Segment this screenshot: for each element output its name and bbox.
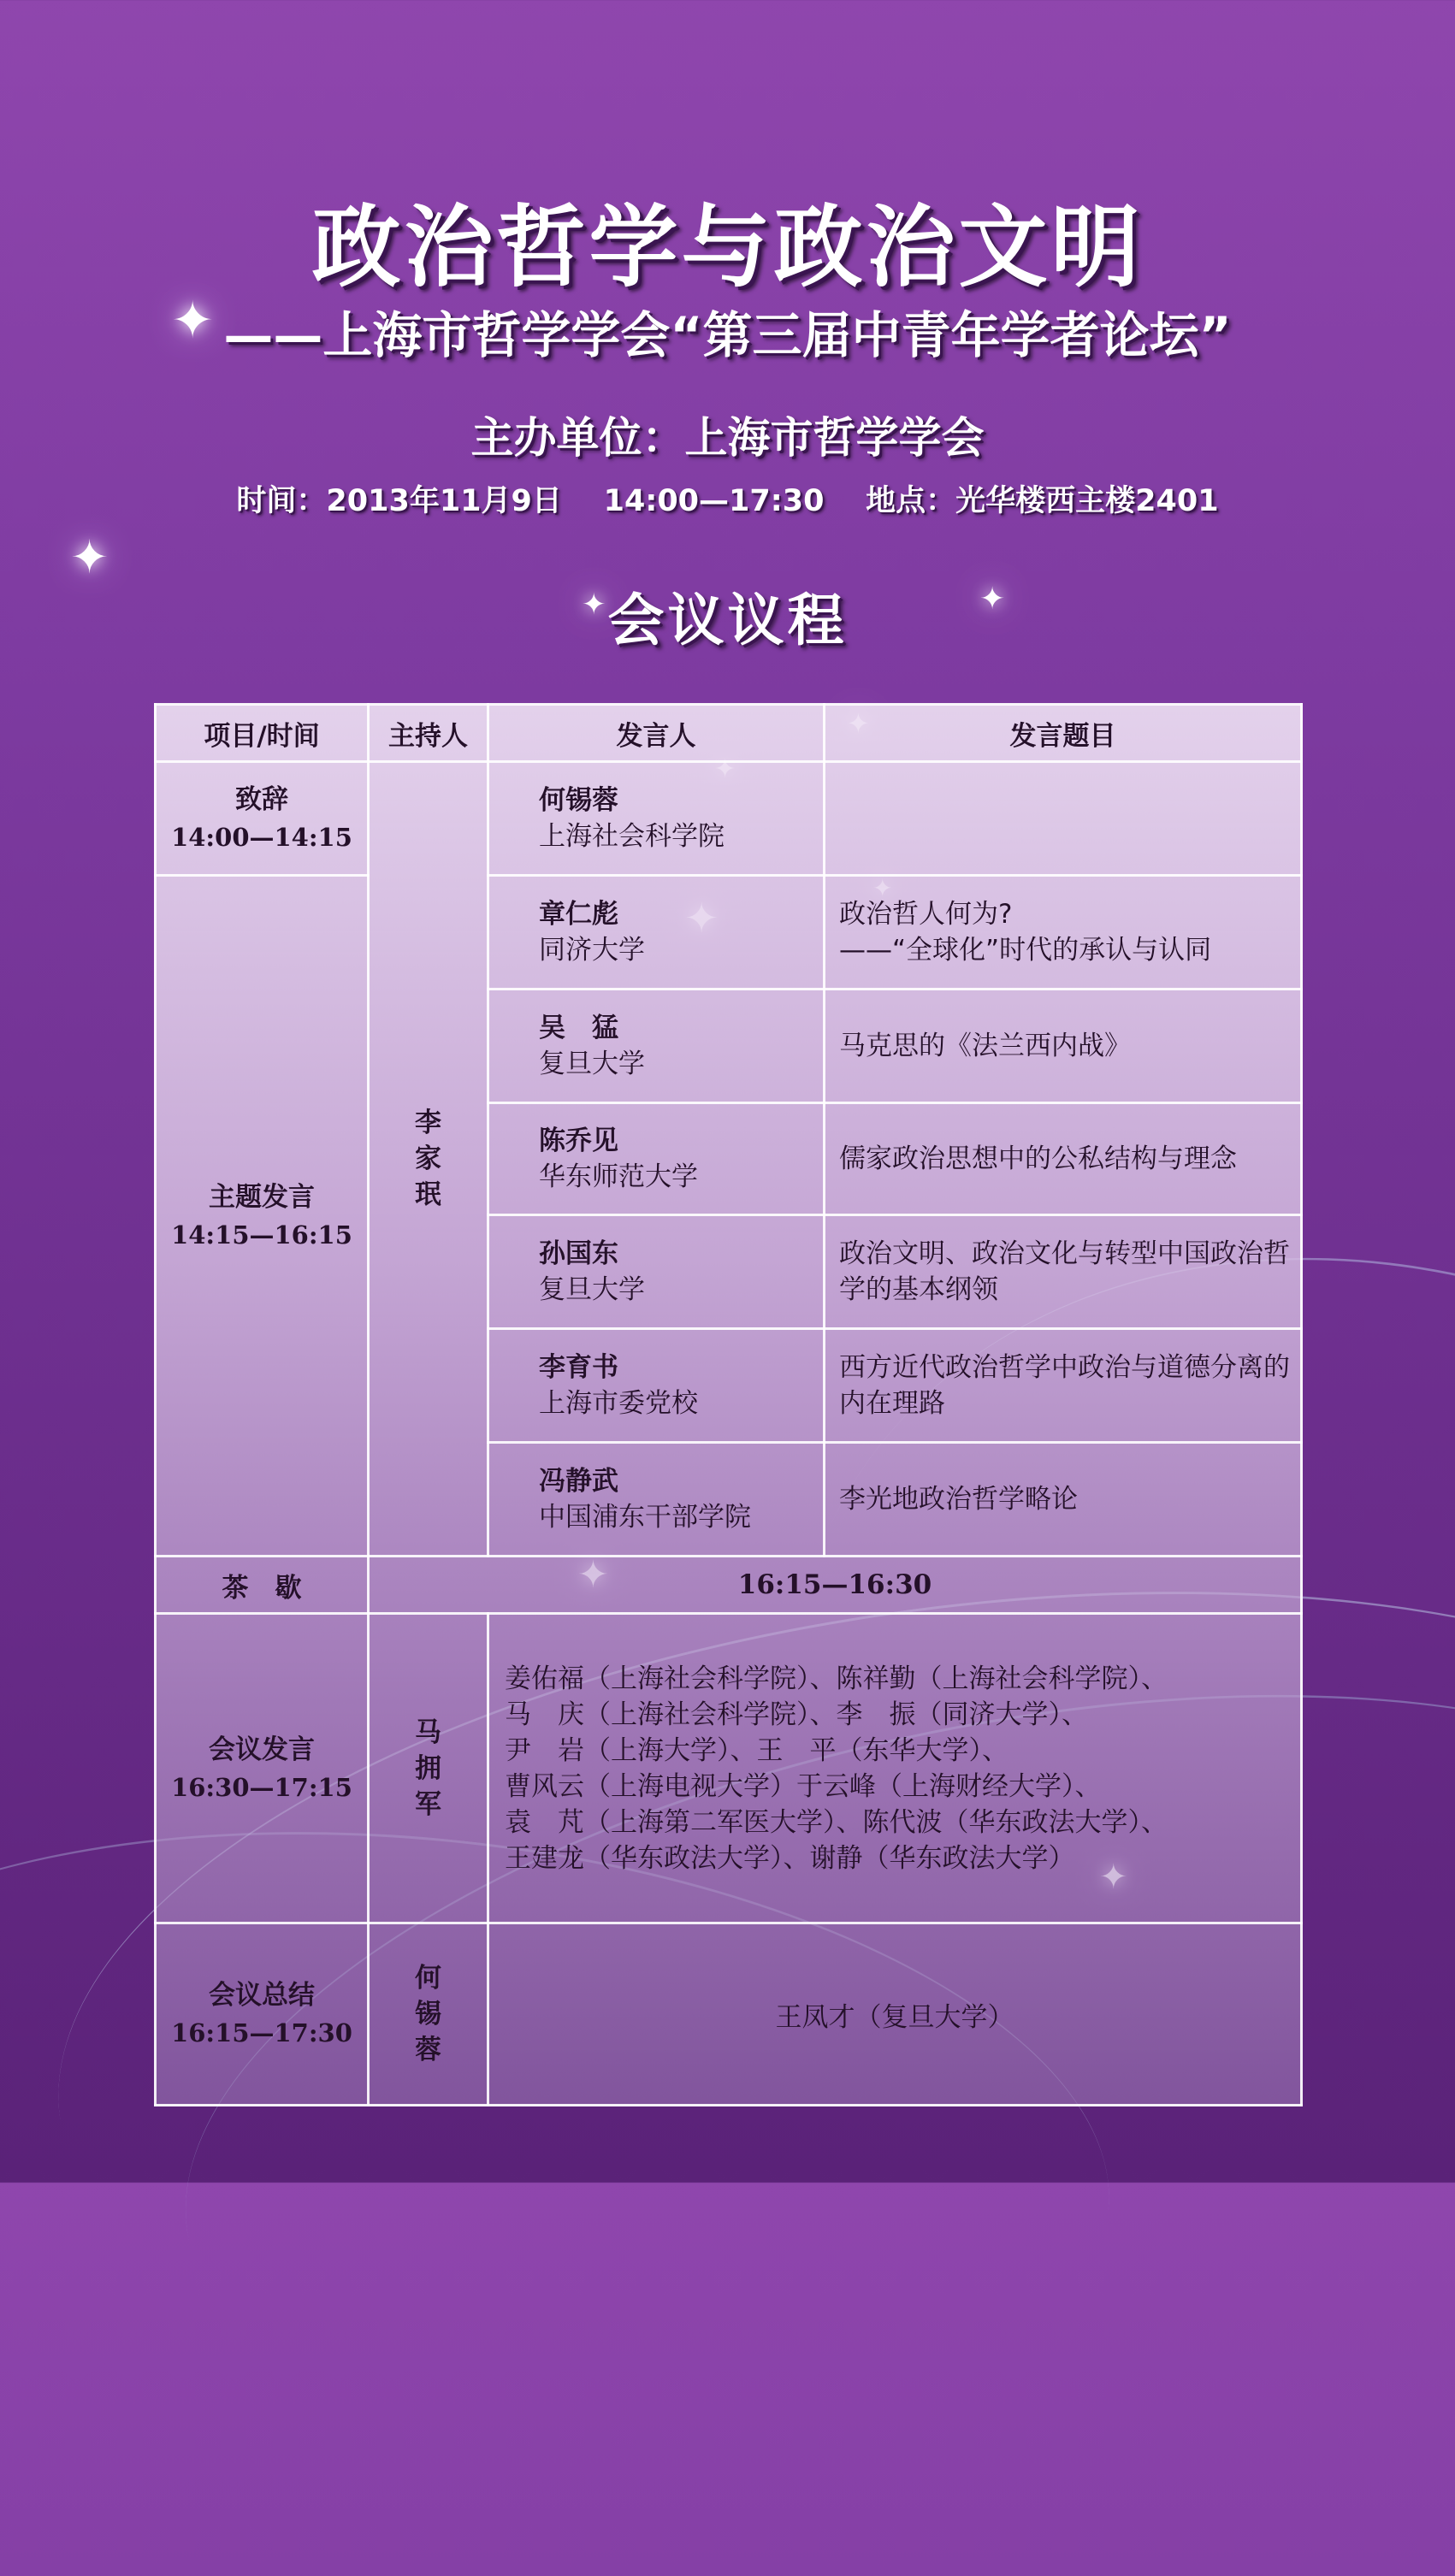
column-header: 项目/时间 (156, 705, 369, 762)
speaker-institution: 华东师范大学 (539, 1161, 698, 1192)
host-char: 军 (415, 1788, 441, 1820)
column-header: 发言题目 (825, 705, 1302, 762)
agenda-heading: 会议议程 (607, 587, 848, 653)
discussion-line: 王建龙（华东政法大学）、谢静（华东政法大学） (505, 1842, 1075, 1874)
speaker-institution: 上海市委党校 (539, 1388, 698, 1419)
topic-cell: 政治文明、政治文化与转型中国政治哲学的基本纲领 (825, 1215, 1302, 1329)
topic-cell: 李光地政治哲学略论 (825, 1443, 1302, 1557)
organizer: 主办单位：上海市哲学学会 (470, 413, 985, 463)
item-cell (156, 876, 369, 1557)
table-row (156, 1923, 1302, 2106)
discussion-line: 姜佑福（上海社会科学院）、陈祥勤（上海社会科学院）、 (505, 1663, 1168, 1694)
speaker-institution: 复旦大学 (539, 1049, 645, 1079)
host-char: 蓉 (415, 2035, 441, 2065)
speaker-name: 孙国东 (539, 1238, 618, 1269)
item-name: 主题发言 (209, 1181, 315, 1213)
column-header: 发言人 (488, 705, 825, 762)
topic-cell: 儒家政治思想中的公私结构与理念 (825, 1103, 1302, 1215)
item-name: 致辞 (235, 784, 288, 815)
agenda-table (154, 703, 1303, 2106)
speaker-institution: 复旦大学 (539, 1274, 645, 1305)
host-char: 拥 (415, 1752, 441, 1784)
host-char: 珉 (415, 1179, 441, 1210)
speaker-institution: 同济大学 (539, 935, 645, 966)
item-name: 会议总结 (209, 1980, 315, 2011)
item-time: 14:00—14:15 (171, 823, 352, 852)
item-cell (156, 1923, 369, 2106)
table-row (156, 876, 1302, 990)
discussion-line: 马 庆（上海社会科学院）、李 振（同济大学）、 (505, 1699, 1088, 1730)
speaker-name: 章仁彪 (539, 899, 618, 930)
item-name: 会议发言 (209, 1734, 315, 1765)
speaker-cell (488, 1329, 825, 1443)
item-time: 16:15—17:30 (171, 2018, 352, 2047)
sparkle-icon: ✦ (70, 530, 109, 584)
discussion-line: 曹风云（上海电视大学）于云峰（上海财经大学）、 (505, 1770, 1102, 1802)
speaker-institution: 上海社会科学院 (539, 821, 725, 852)
speaker-cell (488, 762, 825, 876)
host-char: 何 (415, 1963, 441, 1994)
topic-cell (825, 762, 1302, 876)
item-time: 16:30—17:15 (171, 1772, 352, 1802)
speaker-cell (488, 1215, 825, 1329)
host-char: 马 (415, 1716, 441, 1748)
speaker-name: 李育书 (539, 1352, 618, 1383)
sparkle-icon: ✦ (582, 588, 606, 622)
sparkle-icon: ✦ (171, 291, 215, 351)
host-cell (369, 1614, 488, 1923)
item-cell (156, 1614, 369, 1923)
speaker-name: 吴 猛 (539, 1013, 618, 1043)
topic-cell: 马克思的《法兰西内战》 (825, 990, 1302, 1103)
page-title: 政治哲学与政治文明 (311, 195, 1144, 299)
discussion-line: 袁 芃（上海第二军医大学）、陈代波（华东政法大学）、 (505, 1806, 1168, 1838)
time-place: 时间：2013年11月9日 14:00—17:30 地点：光华楼西主楼2401 (236, 484, 1219, 518)
speaker-cell (488, 1443, 825, 1557)
speaker-name: 冯静武 (539, 1466, 618, 1497)
speaker-name: 何锡蓉 (539, 785, 618, 816)
topic-cell: 西方近代政治哲学中政治与道德分离的内在理路 (825, 1329, 1302, 1443)
host-cell (369, 1923, 488, 2106)
page-subtitle: ——上海市哲学学会“第三届中青年学者论坛” (223, 306, 1232, 364)
topic-cell: 政治哲人何为? ——“全球化”时代的承认与认同 (825, 876, 1302, 990)
break-time: 16:15—16:30 (369, 1557, 1302, 1614)
table-header-row (156, 705, 1302, 762)
item-time: 14:15—16:15 (171, 1220, 352, 1250)
speaker-institution: 中国浦东干部学院 (539, 1502, 751, 1533)
host-cell (369, 762, 488, 1557)
sparkle-icon: ✦ (979, 582, 1006, 617)
discussion-line: 尹 岩（上海大学）、王 平（东华大学）、 (505, 1734, 1008, 1766)
table-row (156, 1557, 1302, 1614)
host-char: 锡 (415, 1999, 441, 2029)
table-row (156, 762, 1302, 876)
item-name: 茶 歇 (156, 1557, 369, 1614)
speaker-cell (488, 876, 825, 990)
speaker-name: 陈乔见 (539, 1126, 618, 1156)
speaker-cell (488, 1103, 825, 1215)
discussion-speakers (488, 1614, 1302, 1923)
table-row (156, 1614, 1302, 1923)
column-header: 主持人 (369, 705, 488, 762)
summary-speaker: 王凤才（复旦大学） (488, 1923, 1302, 2106)
host-char: 家 (415, 1143, 441, 1174)
host-char: 李 (415, 1108, 441, 1138)
speaker-cell (488, 990, 825, 1103)
item-cell (156, 762, 369, 876)
